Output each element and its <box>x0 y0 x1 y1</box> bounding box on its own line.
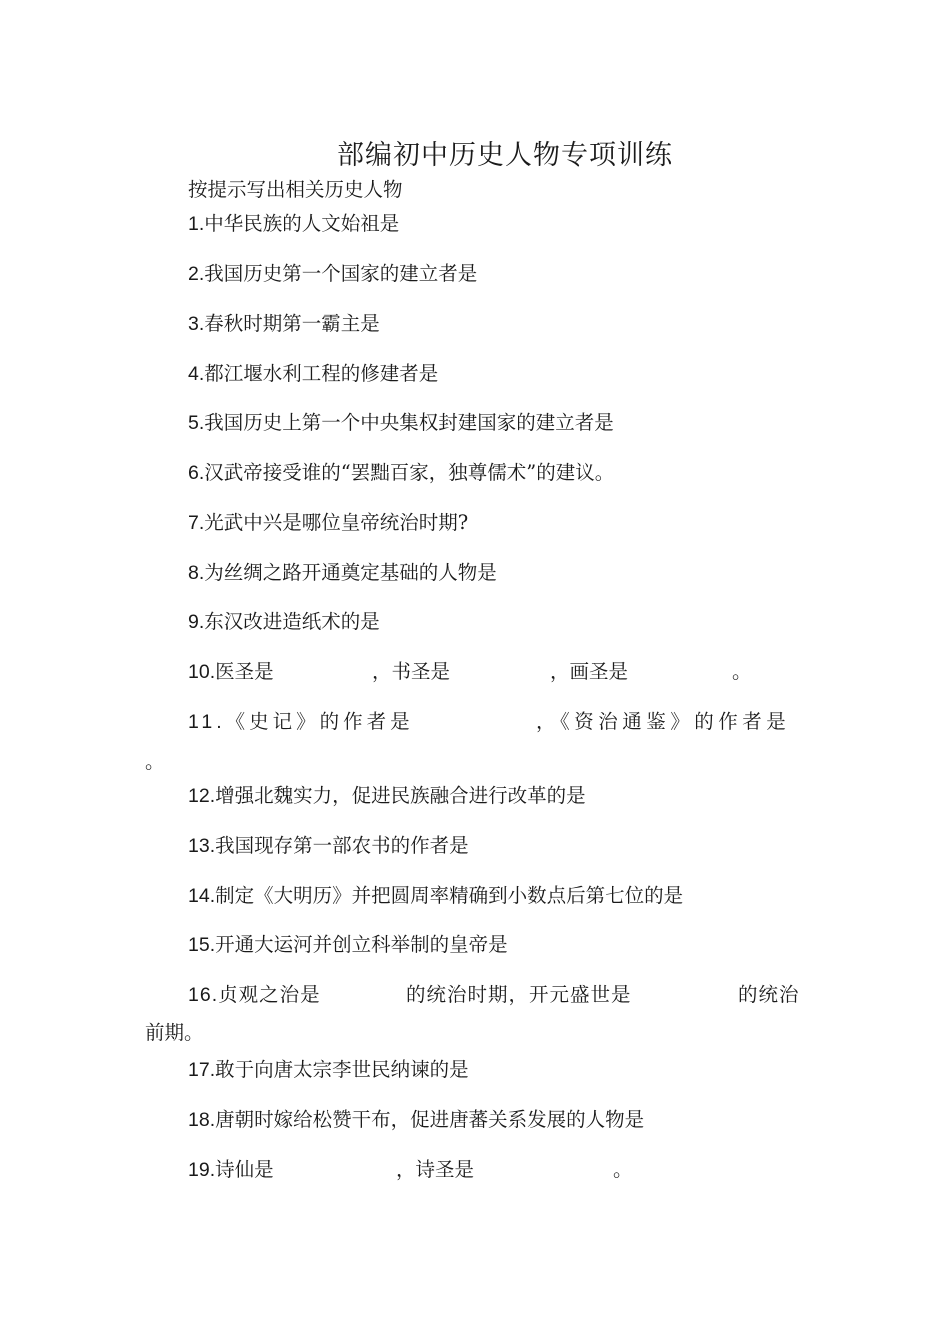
question-number: 5. <box>188 412 205 434</box>
question-number: 4. <box>188 363 205 385</box>
question-text: 我国历史第一个国家的建立者是 <box>204 262 478 285</box>
question-number: 7. <box>188 512 205 534</box>
question-number: 15. <box>188 934 216 956</box>
question-text: 开通大运河并创立科举制的皇帝是 <box>215 933 508 956</box>
question-12 <box>188 782 586 810</box>
question-18 <box>188 1106 644 1134</box>
question-text: ，画圣是 <box>550 660 629 683</box>
question-text: 医圣是 <box>215 660 274 683</box>
question-number: 2. <box>188 263 205 285</box>
question-4 <box>188 360 438 388</box>
question-text: ，《资治通鉴》的作者是 <box>536 710 791 733</box>
question-11-continuation: 。 <box>145 750 165 773</box>
question-text: 春秋时期第一霸主是 <box>204 312 380 335</box>
question-number: 8. <box>188 562 205 584</box>
question-text: 东汉改进造纸术的是 <box>204 610 380 633</box>
question-number: 12. <box>188 785 216 807</box>
question-number: 14. <box>188 885 216 907</box>
question-number: 17. <box>188 1059 216 1081</box>
question-3 <box>188 310 380 338</box>
question-7 <box>188 509 468 537</box>
question-text: 我国历史上第一个中央集权封建国家的建立者是 <box>204 411 614 434</box>
question-number: 3. <box>188 313 205 335</box>
question-text: ，书圣是 <box>372 660 451 683</box>
question-5 <box>188 409 614 437</box>
question-text: 贞观之治是 <box>218 983 321 1006</box>
question-8 <box>188 559 497 587</box>
question-number: 1. <box>188 213 205 235</box>
question-9 <box>188 608 380 636</box>
question-text: 。 <box>613 1158 633 1181</box>
question-text: 光武中兴是哪位皇帝统治时期? <box>204 511 469 534</box>
question-text: 《史记》的作者是 <box>225 710 414 733</box>
question-17 <box>188 1056 469 1084</box>
question-text: 的统治 <box>738 983 800 1006</box>
question-2 <box>188 260 477 288</box>
question-14 <box>188 882 683 910</box>
question-text: 汉武帝接受谁的“罢黜百家，独尊儒术”的建议。 <box>204 461 615 484</box>
question-6 <box>188 459 614 487</box>
question-text: 制定《大明历》并把圆周率精确到小数点后第七位的是 <box>215 884 684 907</box>
question-number: 18. <box>188 1109 216 1131</box>
question-16-continuation: 前期。 <box>145 1021 204 1044</box>
question-number: 13. <box>188 835 216 857</box>
question-text: 增强北魏实力，促进民族融合进行改革的是 <box>215 784 586 807</box>
question-text: 为丝绸之路开通奠定基础的人物是 <box>204 561 497 584</box>
question-text: 我国现存第一部农书的作者是 <box>215 834 469 857</box>
question-15 <box>188 931 508 959</box>
question-number: 9. <box>188 611 205 633</box>
question-text: 唐朝时嫁给松赞干布，促进唐蕃关系发展的人物是 <box>215 1108 645 1131</box>
question-number: 10. <box>188 661 216 683</box>
question-text: 中华民族的人文始祖是 <box>204 212 400 235</box>
question-number: 6. <box>188 462 205 484</box>
question-text: ，诗圣是 <box>396 1158 475 1181</box>
question-text: 诗仙是 <box>215 1158 274 1181</box>
question-1 <box>188 210 399 238</box>
question-13 <box>188 832 469 860</box>
question-number: 11. <box>188 711 226 733</box>
instructions: 按提示写出相关历史人物 <box>188 178 403 201</box>
question-text: 的统治时期，开元盛世是 <box>406 983 632 1006</box>
page-title: 部编初中历史人物专项训练 <box>337 140 673 171</box>
question-text: 。 <box>732 660 752 683</box>
question-number: 16. <box>188 984 219 1006</box>
question-text: 都江堰水利工程的修建者是 <box>204 362 439 385</box>
question-text: 敢于向唐太宗李世民纳谏的是 <box>215 1058 469 1081</box>
question-number: 19. <box>188 1159 216 1181</box>
